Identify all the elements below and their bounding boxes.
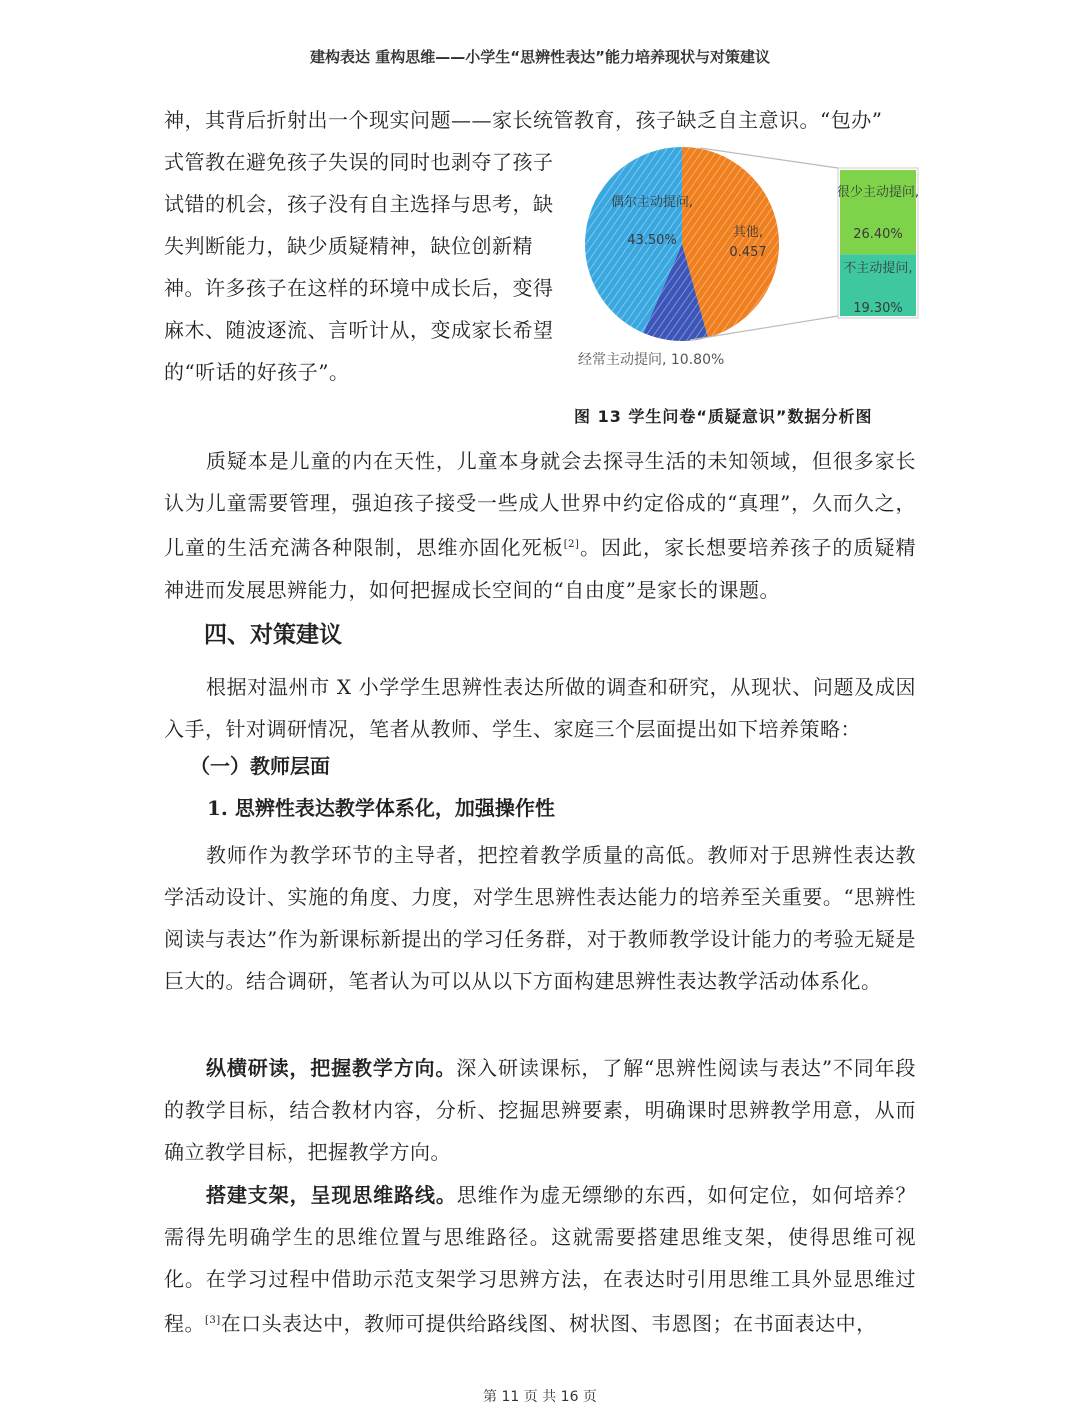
running-header: 建构表达 重构思维——小学生“思辨性表达”能力培养现状与对策建议 [310, 48, 770, 66]
page-footer: 第 11 页 共 16 页 [483, 1389, 597, 1405]
subsubsection-heading: 1. 思辨性表达教学体系化，加强操作性 [207, 796, 555, 820]
paragraph-3: 根据对温州市 X 小学学生思辨性表达所做的调查和研究，从现状、问题及成因入手，针对调研情况，笔者从教师、学生、家庭三个层面提出如下培养策略： [164, 675, 916, 741]
paragraph-5: 纵横研读，把握教学方向。深入研读课标，了解“思辨性阅读与表达”不同年段的教学目标，结合教材内容，分析、挖掘思辨要素，明确课时思辨教学用意，从而确立教学目标，把握教学方向。 [164, 1056, 917, 1164]
pie-chart [570, 140, 930, 380]
paragraph-6: 搭建支架，呈现思维路线。思维作为虚无缥缈的东西，如何定位，如何培养？需得先明确学生的思维位置与思维路径。这就需要搭建思维支架，使得思维可视化。在学习过程中借助示范支架学习思辨方法，在表达时引用思维工具外显思维过程。[3]在口头表达中，教师可提供给路线图、树状图、韦恩图；在书面表达中， [164, 1183, 917, 1336]
subsection-heading: （一）教师层面 [190, 754, 330, 778]
paragraph-2: 质疑本是儿童的内在天性，儿童本身就会去探寻生活的未知领域，但很多家长认为儿童需要管理，强迫孩子接受一些成人世界中约定俗成的“真理”，久而久之，儿童的生活充满各种限制，思维亦固化死板[2]。因此，家长想要培养孩子的质疑精神进而发展思辨能力，如何把握成长空间的“自由度”是家长的课题。 [164, 449, 917, 602]
breakout-label-rarely: 很少主动提问, [836, 185, 920, 200]
paragraph-1-line-1: 神，其背后折射出一个现实问题——家长统管教育，孩子缺乏自主意识。“包办” [164, 108, 883, 132]
paragraph-1-wrapped: 式管教在避免孩子失误的同时也剥夺了孩子试错的机会，孩子没有自主选择与思考，缺失判断能力，缺少质疑精神，缺位创新精神。许多孩子在这样的环境中成长后，变得麻木、随波逐流、言听计从，变成家长希望的“听话的好孩子”。 [164, 150, 554, 384]
paragraph-6-lead: 搭建支架，呈现思维路线。 [206, 1183, 457, 1207]
breakout-value-never: 19.30% [853, 301, 903, 316]
section-heading: 四、对策建议 [204, 621, 342, 648]
slice-value-other: 0.457 [729, 245, 767, 260]
citation-3: [3] [205, 1315, 221, 1326]
breakout-value-rarely: 26.40% [853, 227, 903, 242]
citation-2: [2] [563, 539, 580, 550]
paragraph-5-lead: 纵横研读，把握教学方向。 [206, 1056, 457, 1080]
slice-label-other: 其他, [732, 225, 764, 240]
slice-annotation-often: 经常主动提问, 10.80% [578, 352, 725, 368]
slice-value-occasional: 43.50% [627, 233, 677, 248]
paragraph-4: 教师作为教学环节的主导者，把控着教学质量的高低。教师对于思辨性表达教学活动设计、实施的角度、力度，对学生思辨性表达能力的培养至关重要。“思辨性阅读与表达”作为新课标新提出的学习任务群，对于教师教学设计能力的考验无疑是巨大的。结合调研，笔者认为可以从以下方面构建思辨性表达教学活动体系化。 [164, 843, 916, 993]
slice-label-occasional: 偶尔主动提问, [610, 195, 694, 210]
figure-caption: 图 13 学生问卷“质疑意识”数据分析图 [574, 407, 873, 426]
breakout-label-never: 不主动提问, [843, 261, 913, 276]
